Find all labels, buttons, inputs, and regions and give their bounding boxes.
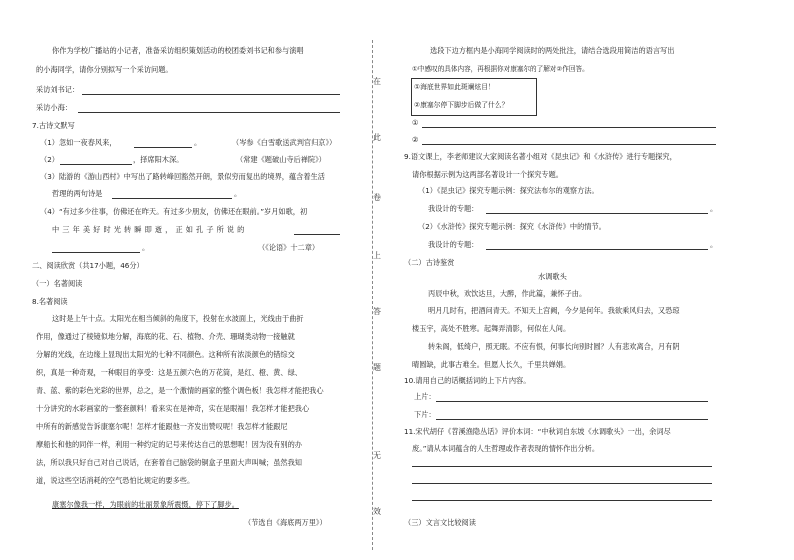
q7-item-4-cont: 中三年美好时光转瞬即逝，正如孔子所说的 <box>52 225 248 234</box>
answer-line-2[interactable] <box>422 144 716 145</box>
q10-up-line[interactable] <box>436 401 708 402</box>
q7-item-1: （1）忽如一夜春风来， <box>40 138 117 147</box>
q9-2-end: 。 <box>710 240 718 249</box>
q11-line-2: 废。”请从本词蕴含的人生哲理或作者表现的情怀作出分析。 <box>412 444 600 453</box>
q7-title: 7.古诗文默写 <box>32 121 75 130</box>
q7-1-end: 。 <box>194 138 202 147</box>
q7-4-blank-a[interactable] <box>294 234 340 235</box>
passage-line-5: 青、蓝、紫的彩色光彩的世界，总之，是一个激情的画家的整个调色板！我怎样才能把我心 <box>36 386 324 395</box>
answer-mark-1: ① <box>412 118 419 127</box>
sub2-title: （二）古诗鉴赏 <box>404 258 455 267</box>
q11-answer-line-2[interactable] <box>412 483 712 484</box>
seal-char: 卷 <box>373 193 381 202</box>
interview-xiaohai-label: 采访小海： <box>36 103 72 112</box>
q7-2-blank[interactable] <box>60 164 132 165</box>
passage-line-9: 法，所以我只好自己对自己说话，在套着自己脑袋的铜盒子里面大声叫喊；虽然我知 <box>36 458 302 467</box>
passage-line-4: 织，真是一种奇观，一种眼目的享受：这是五颜六色的万花筒，是红、橙、黄、绿、 <box>36 368 302 377</box>
q10-title: 10.请用自己的话概括词的上下片内容。 <box>404 376 531 385</box>
q7-item-3: （3）陆游的《游山西村》中写出了路转峰回豁然开朗，景似穷而复出的境界，蕴含着生活 <box>40 172 325 181</box>
q7-item-3-cont: 哲理的两句诗是 <box>52 189 103 198</box>
q9-2-example: （2）《水浒传》探究专题示例：探究《水浒传》中的情节。 <box>418 222 606 231</box>
answer-mark-2: ② <box>412 135 419 144</box>
passage-line-6: 十分讲究的水彩画家的一整套颜料！看来实在是神奇，实在是眼福！我怎样才能把我心 <box>36 404 310 413</box>
poem-line-3: 楼玉宇，高处不胜寒。起舞弄清影，何似在人间。 <box>412 324 571 333</box>
poem-line-5: 晴圆缺，此事古难全。但愿人长久，千里共婵娟。 <box>412 360 571 369</box>
q10-up-label: 上片： <box>414 392 436 401</box>
answer-line-1[interactable] <box>422 127 716 128</box>
poem-title: 水调歌头 <box>538 272 567 281</box>
passage-line-1: 这时是上午十点。太阳光在相当倾斜的角度下，投射在水波面上，光线由于曲折 <box>52 314 304 323</box>
q7-2-source: （常建《题破山寺后禅院》） <box>236 155 326 164</box>
sub1-title: （一）名著阅读 <box>32 279 83 288</box>
q7-3-blank[interactable] <box>112 198 232 199</box>
interview-xiaohai-answer-line[interactable] <box>78 112 340 113</box>
annotation-2: ②康塞尔停下脚步后做了什么？ <box>414 101 509 109</box>
q10-down-line[interactable] <box>436 419 708 420</box>
q9-2-answer-line[interactable] <box>486 249 708 250</box>
q8-title: 8.名著阅读 <box>32 297 68 306</box>
q7-4-source: （《论语》十二章） <box>258 243 320 252</box>
passage-line-3: 分解的光线，在边缘上显现出太阳光的七种不同颜色。这种所有浓淡颜色的错综交 <box>36 350 295 359</box>
r-intro-line-2: ①中感叹的具体内容，再根据你对康塞尔的了解对②作回答。 <box>412 65 589 73</box>
q11-line-1: 11.宋代胡仔《苕溪渔隐丛话》评价本词：“中秋词自东坡《水调歌头》一出，余词尽 <box>404 427 671 436</box>
seal-char: 无 <box>373 451 381 460</box>
q11-answer-line-3[interactable] <box>412 500 712 501</box>
q7-3-end: 。 <box>234 189 242 198</box>
passage-line-7: 中所有的新感觉告诉康塞尔呢！怎样才能跟他一齐发出赞叹呢！我怎样才能跟尼 <box>36 422 288 431</box>
seal-char: 上 <box>373 251 381 260</box>
q7-1-source: （岑参《白雪歌送武判官归京》） <box>232 138 337 147</box>
intro-line-1: 你作为学校广播站的小记者，准备采访组织策划活动的校团委刘书记和参与演唱 <box>52 46 304 55</box>
passage-last-line: 康塞尔像我一样，为眼前的壮丽景象所震慑，停下了脚步。 <box>52 500 239 509</box>
q7-4-blank-b[interactable] <box>52 252 140 253</box>
seal-char: 在 <box>373 77 381 86</box>
interview-liu-label: 采访刘书记： <box>36 85 80 94</box>
seal-char: 答 <box>373 307 381 316</box>
passage-line-2: 作用，像通过了棱镜似地分解，海底的花、石、植物、介壳、珊瑚类动物一接触就 <box>36 332 295 341</box>
sub3-title: （三）文言文比较阅读 <box>404 518 476 527</box>
r-intro-line-1: 选段下边方框内是小海同学阅读时的两处批注，请结合选段用简洁的语言写出 <box>430 46 675 55</box>
poem-line-4: 转朱阁，低绮户，照无眠。不应有恨，何事长向别时圆？人有悲欢离合，月有阴 <box>428 342 680 351</box>
seal-char: 效 <box>373 507 381 516</box>
q7-item-2: （2） <box>40 155 59 164</box>
q9-1-end: 。 <box>710 204 718 213</box>
q9-line-1: 9.语文课上，李老师建议大家阅读名著小组对《昆虫记》和《水浒传》进行专题探究， <box>404 152 677 161</box>
binding-line <box>372 40 373 550</box>
section2-title: 二、阅读欣赏（共17小题，46分） <box>32 261 144 270</box>
q7-2-mid: ，择席阳木深。 <box>133 155 184 164</box>
passage-line-10: 道，说这些空话消耗的空气恐怕比规定的要多些。 <box>36 476 195 485</box>
poem-line-2: 明月几时有，把酒问青天。不知天上宫阙，今夕是何年。我欲乘风归去，又恐琼 <box>428 306 680 315</box>
intro-line-2: 的小海同学，请你分别拟写一个采访问题。 <box>36 65 173 74</box>
q11-answer-line-1[interactable] <box>412 466 712 467</box>
poem-line-1: 丙辰中秋，欢饮达旦，大醉，作此篇，兼怀子由。 <box>428 289 587 298</box>
interview-liu-answer-line[interactable] <box>82 94 340 95</box>
annotation-1: ①海底世界如此斑斓炫目！ <box>414 83 495 91</box>
passage-source: （节选自《海底两万里》） <box>244 518 327 527</box>
q9-1-example: （1）《昆虫记》探究专题示例：探究法布尔的观察方法。 <box>418 186 599 195</box>
q9-1-answer-line[interactable] <box>486 213 708 214</box>
q9-1-answer-label: 我设计的专题： <box>428 204 479 213</box>
q10-down-label: 下片： <box>414 410 436 419</box>
seal-char: 题 <box>373 363 381 372</box>
q7-1-blank[interactable] <box>134 147 192 148</box>
q7-item-4: （4）“有过多少往事，仿佛还在昨天。有过多少朋友，仿佛还在眼前。”岁月如歌，初 <box>40 207 308 216</box>
seal-char: 此 <box>373 133 381 142</box>
q9-2-answer-label: 我设计的专题： <box>428 240 479 249</box>
q9-line-2: 请你根据示例为这两部名著设计一个探究专题。 <box>412 170 563 179</box>
passage-line-8: 摩船长和他的同伴一样，利用一种约定的记号来传达自己的思想呢！因为没有别的办 <box>36 440 302 449</box>
q7-4-end: 。 <box>142 243 150 252</box>
